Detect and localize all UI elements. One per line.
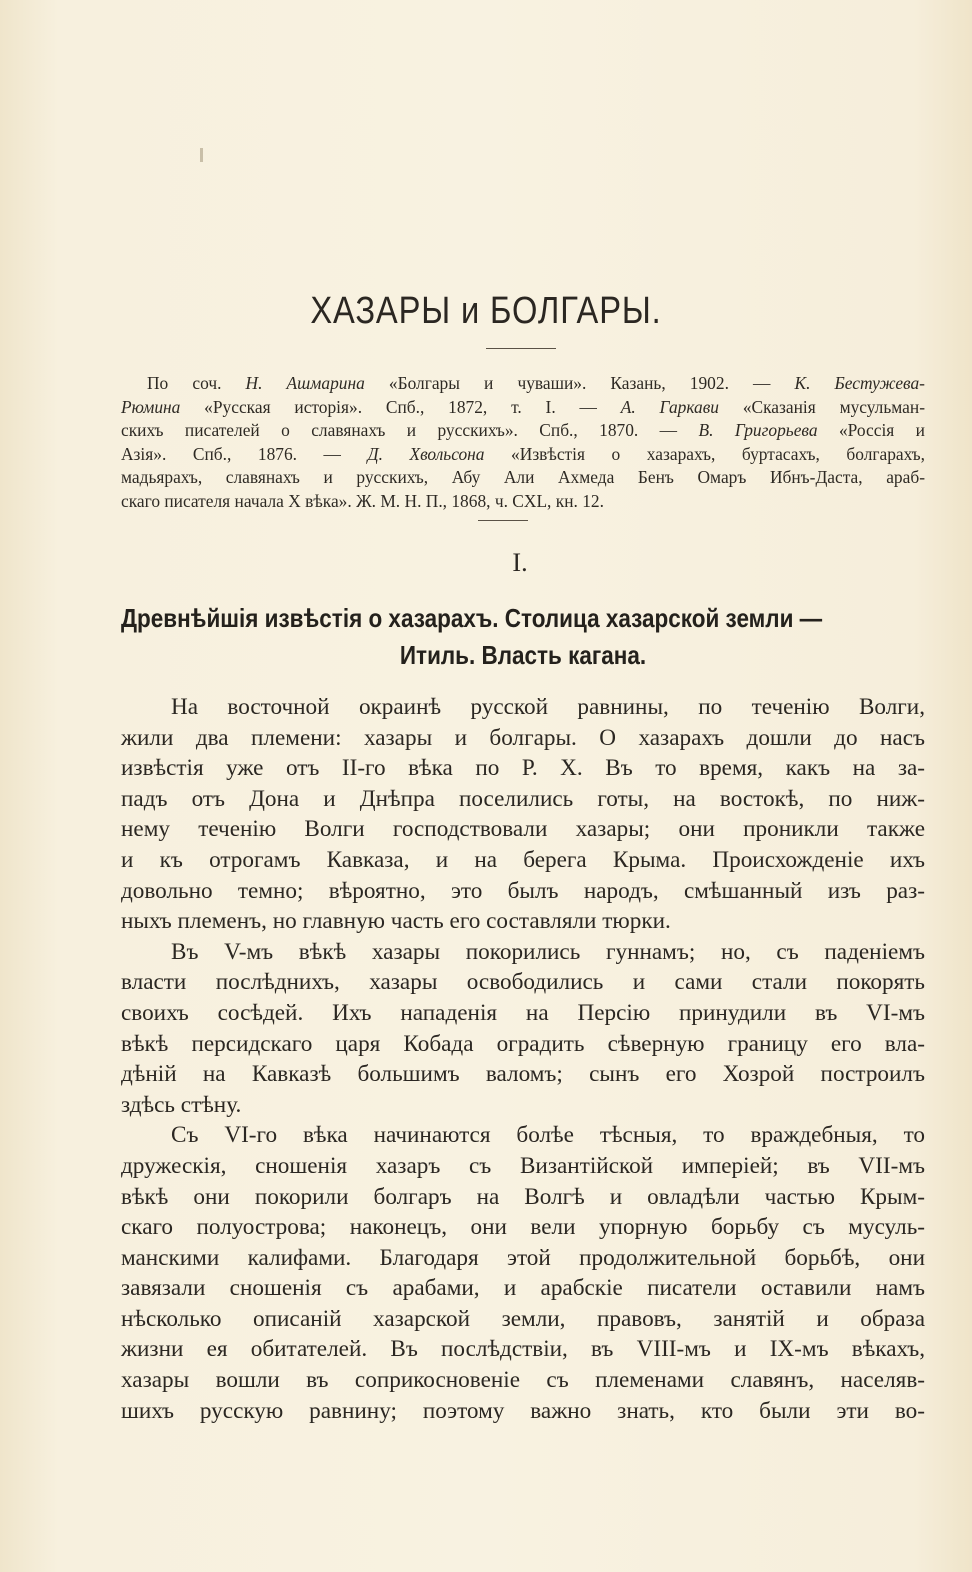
sources-line: мадьярахъ, славянахъ и русскихъ, Абу Али Ахмеда Бенъ Омаръ Ибнъ-Даста, араб- <box>121 467 925 488</box>
sources-divider <box>478 520 528 521</box>
body-line: нему теченію Волги господствовали хазары; они проникли также <box>121 816 925 843</box>
body-line: дружескія, сношенія хазаръ съ Византійской имперіей; въ VII-мъ <box>121 1152 925 1179</box>
body-line: завязали сношенія съ арабами, и арабскіе писатели оставили намъ <box>121 1275 925 1302</box>
body-line: вѣкѣ они покорили болгаръ на Волгѣ и овладѣли частью Крым- <box>121 1183 925 1210</box>
body-line: жили два племени: хазары и болгары. О хазарахъ дошли до насъ <box>121 724 925 751</box>
body-line: власти послѣднихъ, хазары освободились и сами стали покорять <box>121 969 925 996</box>
body-line: шихъ русскую равнину; поэтому важно знать, кто были эти во- <box>121 1397 925 1424</box>
sources-line: Рюмина «Русская исторія». Спб., 1872, т. I. — А. Гаркави «Сказанія мусульман- <box>121 396 925 417</box>
body-line: жизни ея обитателей. Въ послѣдствіи, въ VIII-мъ и IX-мъ вѣкахъ, <box>121 1336 925 1363</box>
body-line: своихъ сосѣдей. Ихъ нападенія на Персію принудили въ VI-мъ <box>121 999 925 1026</box>
body-line: На восточной окраинѣ русской равнины, по теченію Волги, <box>171 694 925 720</box>
body-line: манскими калифами. Благодаря этой продолжительной борьбѣ, они <box>121 1244 925 1271</box>
title-divider <box>486 348 556 349</box>
body-line: Въ V-мъ вѣкѣ хазары покорились гуннамъ; но, съ паденіемъ <box>171 938 925 965</box>
body-line: хазары вошли въ соприкосновеніе съ племенами славянъ, населяв- <box>121 1367 925 1394</box>
body-line: вѣкѣ персидскаго царя Кобада оградить сѣверную границу его вла- <box>121 1030 925 1057</box>
sources-line: По соч. Н. Ашмарина «Болгары и чуваши». Казань, 1902. — К. Бестужева- <box>147 373 925 393</box>
heading-line: Итиль. Власть кагана. <box>399 640 647 670</box>
body-line: нѣсколько описаній хазарской земли, правовъ, занятій и образа <box>121 1305 925 1332</box>
body-line: довольно темно; вѣроятно, это былъ народъ, смѣшанный изъ раз- <box>121 877 925 904</box>
sources-line: скаго писателя начала X вѣка». Ж. М. Н. П., 1868, ч. CXL, кн. 12. <box>121 490 604 511</box>
body-line: Съ VI-го вѣка начинаются болѣе тѣсныя, то враждебныя, то <box>171 1122 925 1149</box>
body-line: и къ отрогамъ Кавказа, и на берега Крыма. Происхожденіе ихъ <box>121 846 925 873</box>
heading-line: Древнѣйшія извѣстія о хазарахъ. Столица хазарской земли — <box>121 603 823 633</box>
body-line: дѣній на Кавказѣ большимъ валомъ; сынъ его Хозрой построилъ <box>121 1061 925 1088</box>
page-title: ХАЗАРЫ и БОЛГАРЫ. <box>310 290 662 332</box>
scan-mark <box>200 148 203 162</box>
sources-line: скихъ писателей о славянахъ и русскихъ». Спб., 1870. — В. Григорьева «Россія и <box>121 420 925 441</box>
chapter-number: I. <box>512 548 528 577</box>
chapter-heading <box>121 600 925 674</box>
body-line: падъ отъ Дона и Днѣпра поселились готы, на востокѣ, по ниж- <box>121 785 925 812</box>
body-line: извѣстія уже отъ II-го вѣка по Р. Х. Въ то время, какъ на за- <box>121 755 925 782</box>
sources-line: Азія». Спб., 1876. — Д. Хвольсона «Извѣстія о хазарахъ, буртасахъ, болгарахъ, <box>121 443 926 464</box>
body-line: скаго полуострова; наконецъ, они вели упорную борьбу съ мусуль- <box>121 1214 925 1241</box>
body-line: здѣсь стѣну. <box>121 1091 242 1118</box>
body-line: ныхъ племенъ, но главную часть его составляли тюрки. <box>121 908 671 935</box>
sources-note <box>121 372 925 514</box>
body-text <box>121 692 925 1426</box>
